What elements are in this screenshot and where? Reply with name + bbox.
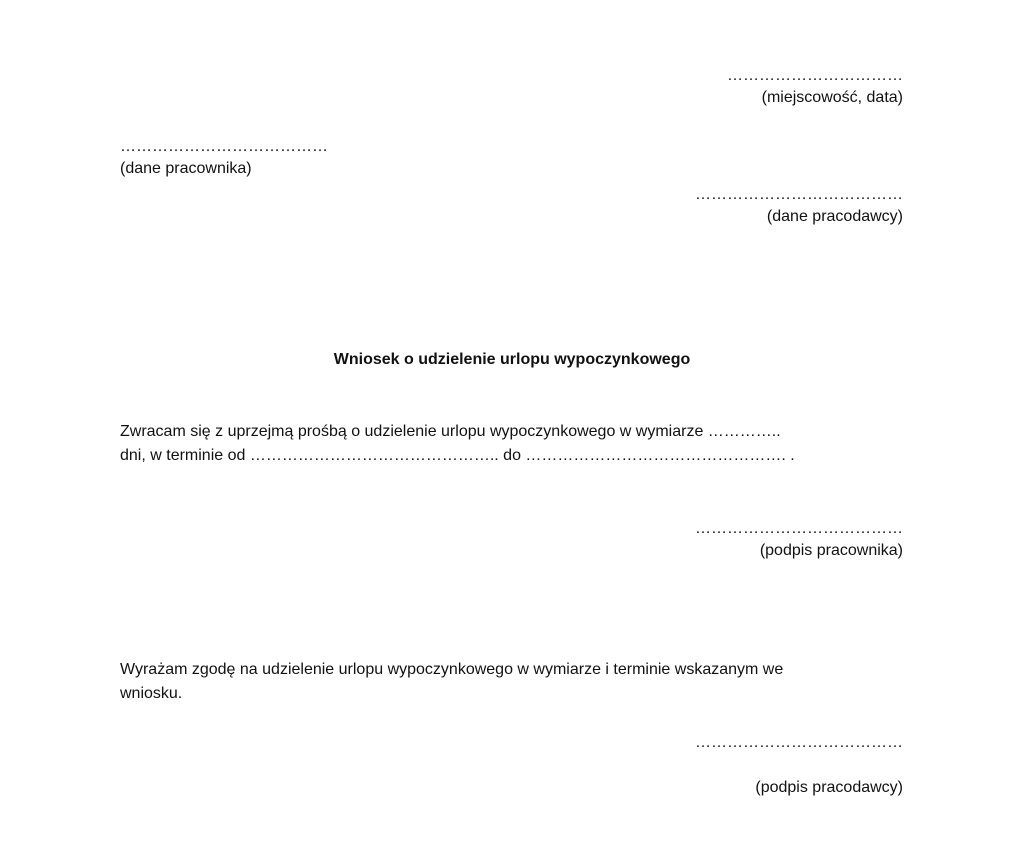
approval-line-1: Wyrażam zgodę na udzielenie urlopu wypoczynkowego w wymiarze i terminie wskazanym we	[120, 661, 784, 678]
employer-data-dots: …………………………………	[695, 186, 903, 203]
employee-signature-label: (podpis pracownika)	[759, 542, 903, 559]
place-date-dots: ……………………………	[727, 67, 903, 84]
employer-signature-label: (podpis pracodawcy)	[755, 779, 903, 796]
request-line-2: dni, w terminie od ……………………………………….. do …………………………………………. .	[120, 447, 795, 464]
employer-data-label: (dane pracodawcy)	[766, 208, 903, 225]
approval-line-2: wniosku.	[120, 685, 183, 702]
employer-signature-dots: …………………………………	[695, 734, 903, 751]
request-line-1: Zwracam się z uprzejmą prośbą o udzielenie urlopu wypoczynkowego w wymiarze …………..	[120, 423, 781, 440]
employee-signature-dots: …………………………………	[695, 520, 903, 537]
document-title: Wniosek o udzielenie urlopu wypoczynkowego	[333, 351, 691, 368]
employee-data-label: (dane pracownika)	[120, 160, 252, 177]
employee-data-dots: …………………………………	[120, 138, 328, 155]
place-date-label: (miejscowość, data)	[761, 89, 903, 106]
